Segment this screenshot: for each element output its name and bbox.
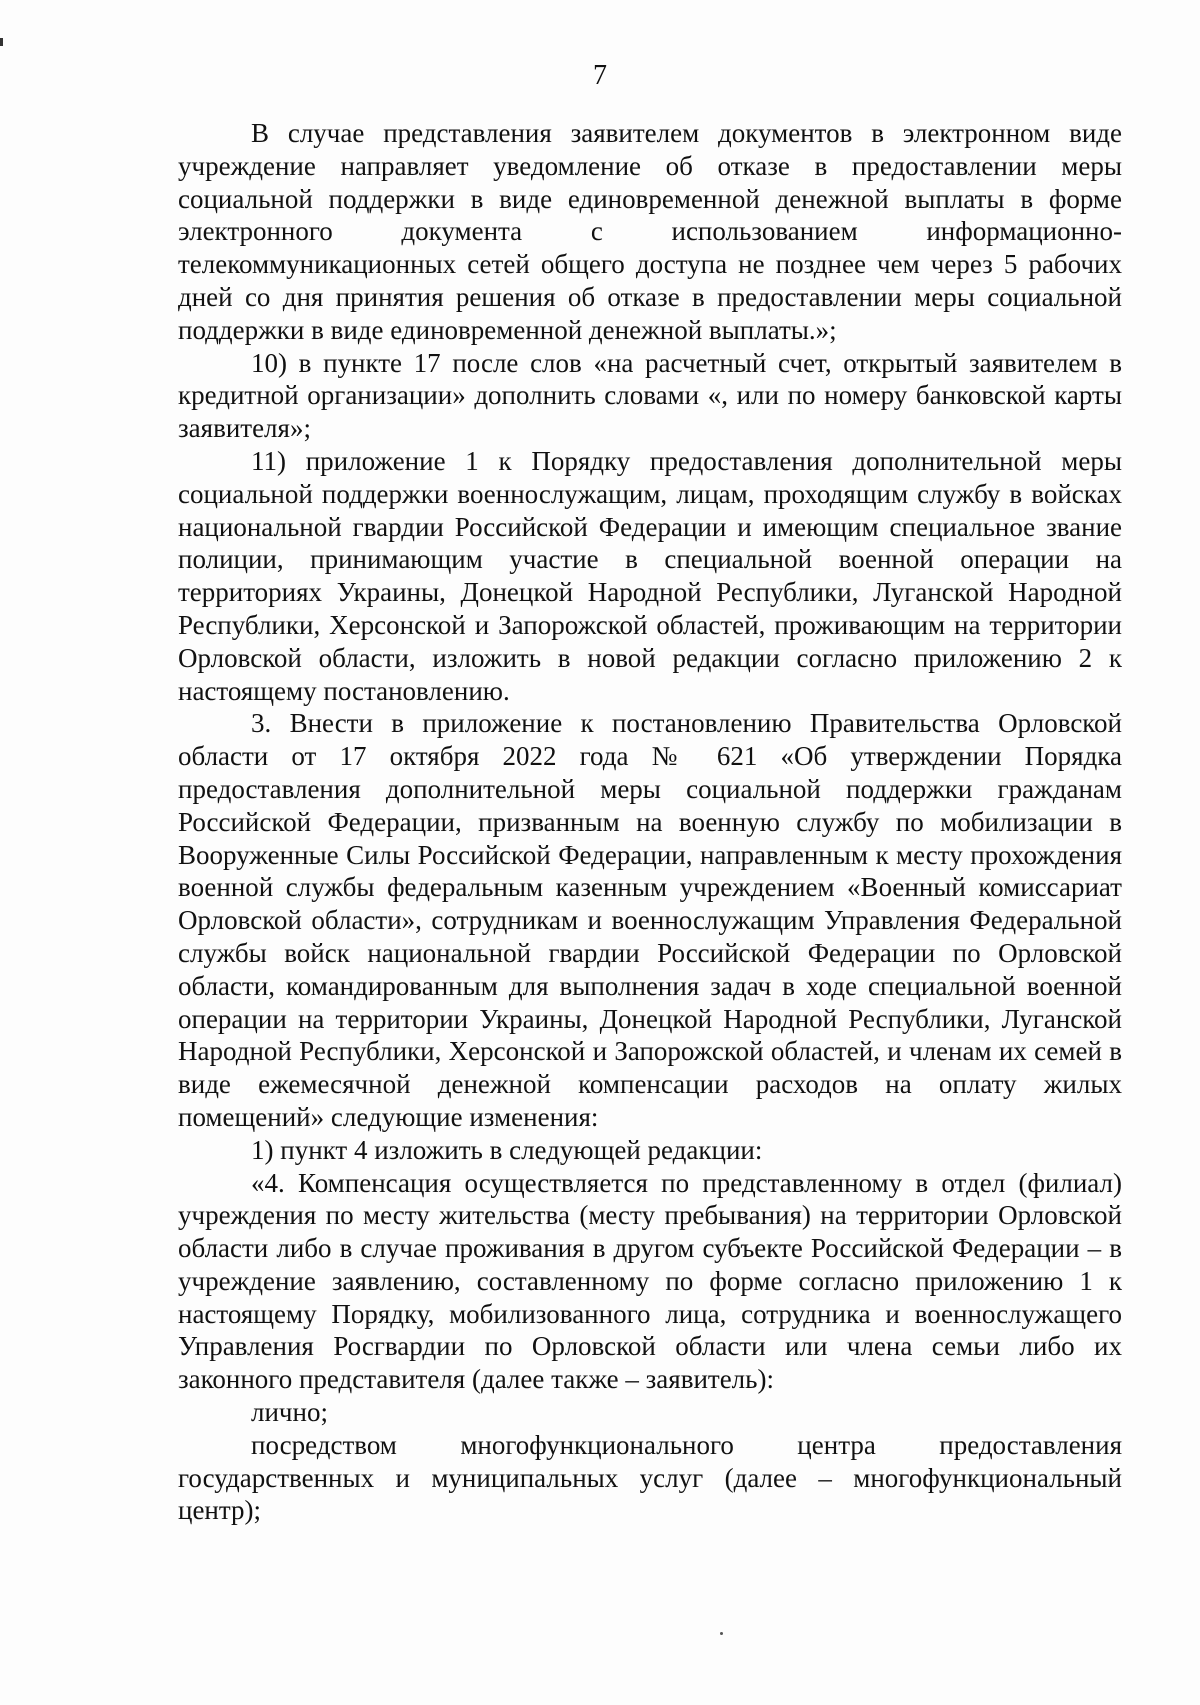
paragraph-clause-4: «4. Компенсация осуществляется по представленному в отдел (филиал) учреждения по месту жительства (месту пребывания) на территории Орловской области либо в случае проживания в другом субъекте Российской Федерации – в учреждение заявлению, составленному по форме согласно приложению 1 к настоящему Порядку, мобилизованного лица, сотрудника и военнослужащего Управления Росгвардии по Орловской области или члена семьи либо их законного представителя (далее также – заявитель): <box>178 1167 1122 1395</box>
paragraph-mfc: посредством многофункционального центра предоставления государственных и муниципальных услуг (далее – многофункциональный центр); <box>178 1429 1122 1526</box>
document-body <box>178 117 1122 1527</box>
paragraph-item-11: 11) приложение 1 к Порядку предоставления дополнительной меры социальной поддержки военнослужащим, лицам, проходящим службу в войсках национальной гвардии Российской Федерации и имеющим специальное звание полиции, принимающим участие в специальной военной операции на территориях Украины, Донецкой Народной Республики, Луганской Народной Республики, Херсонской и Запорожской областей, проживающим на территории Орловской области, изложить в новой редакции согласно приложению 2 к настоящему постановлению. <box>178 445 1122 706</box>
paragraph-item-10: 10) в пункте 17 после слов «на расчетный счет, открытый заявителем в кредитной организации» дополнить словами «, или по номеру банковской карты заявителя»; <box>178 347 1122 444</box>
scan-dot <box>720 1632 723 1635</box>
scan-edge-mark <box>0 38 3 46</box>
paragraph-section-3: 3. Внести в приложение к постановлению Правительства Орловской области от 17 октября 2022 года № 621 «Об утверждении Порядка предоставления дополнительной меры социальной поддержки гражданам Российской Федерации, призванным на военную службу по мобилизации в Вооруженные Силы Российской Федерации, направленным к месту прохождения военной службы федеральным казенным учреждением «Военный комиссариат Орловской области», сотрудникам и военнослужащим Управления Федеральной службы войск национальной гвардии Российской Федерации по Орловской области, командированным для выполнения задач в ходе специальной военной операции на территории Украины, Донецкой Народной Республики, Луганской Народной Республики, Херсонской и Запорожской областей, и членам их семей в виде ежемесячной денежной компенсации расходов на оплату жилых помещений» следующие изменения: <box>178 708 1122 1132</box>
paragraph-item-1: 1) пункт 4 изложить в следующей редакции: <box>251 1134 763 1165</box>
paragraph-in-person: лично; <box>251 1397 328 1428</box>
page-number: 7 <box>593 60 607 91</box>
paragraph-electronic-refusal: В случае представления заявителем документов в электронном виде учреждение направляет уведомление об отказе в предоставлении меры социальной поддержки в виде единовременной денежной выплаты в форме электронного документа с использованием информационно-телекоммуникационных сетей общего доступа не позднее чем через 5 рабочих дней со дня принятия решения об отказе в предоставлении меры социальной поддержки в виде единовременной денежной выплаты.»; <box>178 118 1122 345</box>
